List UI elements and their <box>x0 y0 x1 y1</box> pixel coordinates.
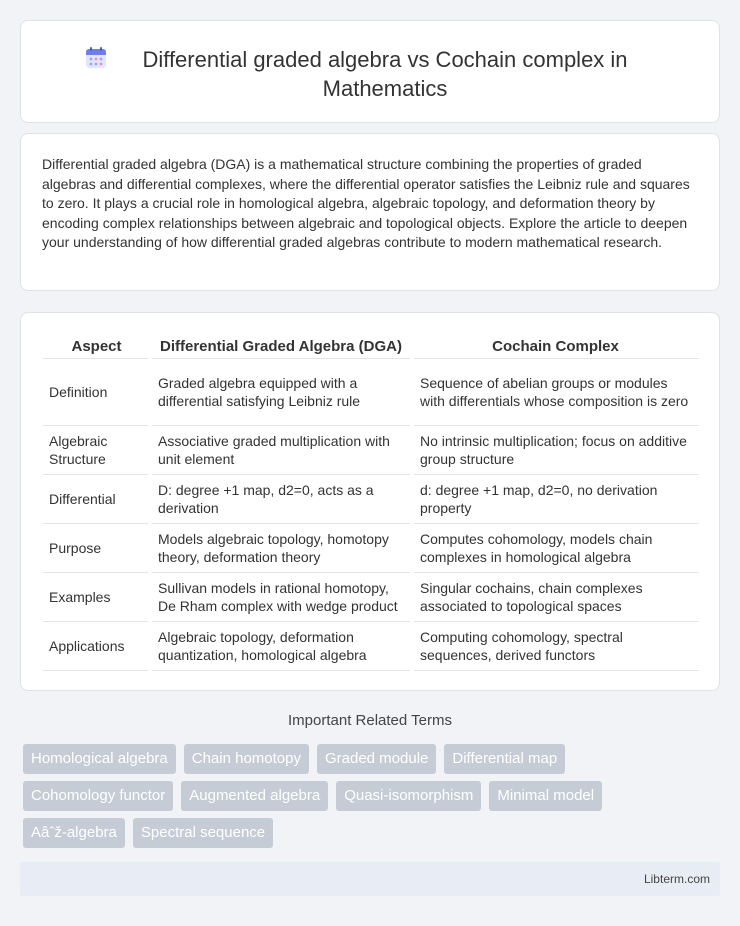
row-cochain: Computing cohomology, spectral sequences, derived functors <box>412 621 699 670</box>
comparison-table <box>43 334 699 671</box>
tag-chain-homotopy[interactable]: Chain homotopy <box>184 744 309 774</box>
header-dga: Differential Graded Algebra (DGA) <box>150 334 412 358</box>
footer <box>20 862 720 896</box>
table-row <box>43 572 699 621</box>
tag-augmented-algebra[interactable]: Augmented algebra <box>181 781 328 811</box>
row-dga: D: degree +1 map, d2=0, acts as a derivation <box>150 474 412 523</box>
tag-row <box>23 744 723 774</box>
row-dga: Graded algebra equipped with a differential satisfying Leibniz rule <box>150 358 412 425</box>
tag-row <box>23 781 723 811</box>
row-cochain: No intrinsic multiplication; focus on additive group structure <box>412 425 699 474</box>
table-row <box>43 425 699 474</box>
tag-spectral-sequence[interactable]: Spectral sequence <box>133 818 273 848</box>
title-card <box>20 20 720 123</box>
page-title: Differential graded algebra vs Cochain complex in Mathematics <box>142 47 628 101</box>
row-cochain: Sequence of abelian groups or modules with differentials whose composition is zero <box>412 358 699 425</box>
tag-differential-map[interactable]: Differential map <box>444 744 565 774</box>
tag-row <box>23 818 723 848</box>
intro-paragraph: Differential graded algebra (DGA) is a mathematical structure combining the properties of graded algebras and differential complexes, where the differential operator satisfies the Leibniz rule and squares to zero. It plays a crucial role in homological algebra, algebraic topology, and deformation theory by encoding complex relationships between algebraic and topological objects. Explore the article to deepen your understanding of how differential graded algebras contribute to modern mathematical research. <box>42 156 690 250</box>
row-aspect: Applications <box>43 621 150 670</box>
header-aspect: Aspect <box>43 334 150 358</box>
table-row <box>43 621 699 670</box>
row-dga: Models algebraic topology, homotopy theory, deformation theory <box>150 523 412 572</box>
tag-cohomology-functor[interactable]: Cohomology functor <box>23 781 173 811</box>
related-terms-list <box>23 744 723 855</box>
row-aspect: Algebraic Structure <box>43 425 150 474</box>
row-cochain: Singular cochains, chain complexes associated to topological spaces <box>412 572 699 621</box>
footer-site-link[interactable]: Libterm.com <box>643 872 710 886</box>
row-cochain: d: degree +1 map, d2=0, no derivation property <box>412 474 699 523</box>
table-row <box>43 474 699 523</box>
tag-homological-algebra[interactable]: Homological algebra <box>23 744 176 774</box>
header-cochain: Cochain Complex <box>412 334 699 358</box>
intro-card <box>20 133 720 291</box>
tag-graded-module[interactable]: Graded module <box>317 744 436 774</box>
tag-minimal-model[interactable]: Minimal model <box>489 781 602 811</box>
row-dga: Sullivan models in rational homotopy, De Rham complex with wedge product <box>150 572 412 621</box>
row-aspect: Examples <box>43 572 150 621</box>
table-header-row <box>43 334 699 358</box>
row-aspect: Purpose <box>43 523 150 572</box>
row-dga: Algebraic topology, deformation quantization, homological algebra <box>150 621 412 670</box>
tag-quasi-isomorphism[interactable]: Quasi-isomorphism <box>336 781 481 811</box>
related-terms-title: Important Related Terms <box>288 712 452 729</box>
table-row <box>43 358 699 425</box>
row-cochain: Computes cohomology, models chain complexes in homological algebra <box>412 523 699 572</box>
tag-a-infinity-algebra[interactable]: Aâˆž-algebra <box>23 818 125 848</box>
row-dga: Associative graded multiplication with unit element <box>150 425 412 474</box>
table-row <box>43 523 699 572</box>
row-aspect: Differential <box>43 474 150 523</box>
row-aspect: Definition <box>43 358 150 425</box>
comparison-card <box>20 312 720 691</box>
